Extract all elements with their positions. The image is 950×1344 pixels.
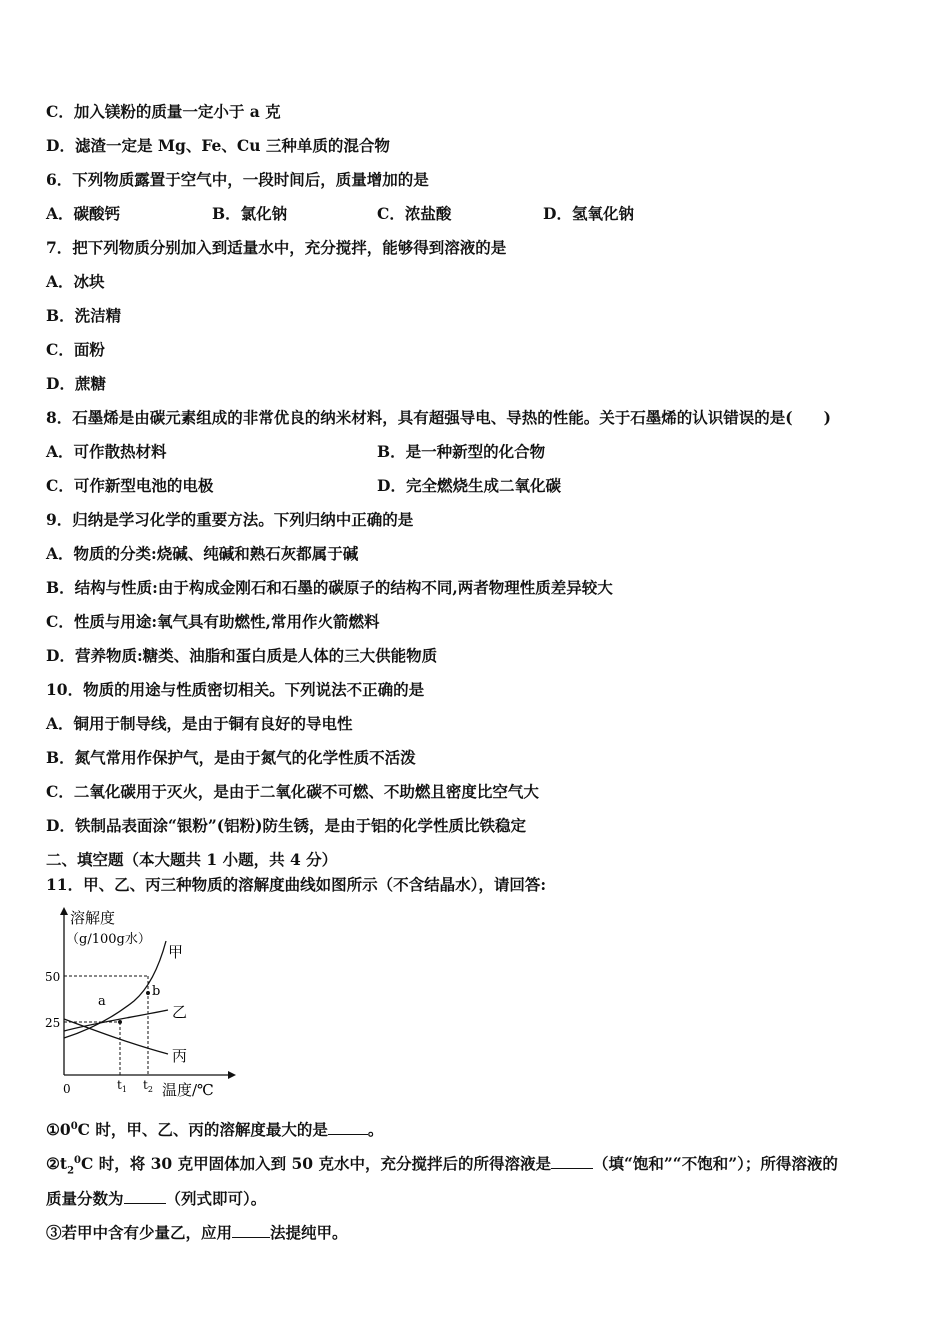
ylabel-line2: （g/100g水） [66, 932, 151, 947]
series-label-yi: 乙 [172, 1003, 188, 1021]
q9-stem: 9．归纳是学习化学的重要方法。下列归纳中正确的是 [46, 510, 414, 529]
curve-bing [64, 1019, 168, 1054]
solubility-chart [44, 905, 244, 1100]
q8-option-a: A．可作散热材料 [46, 442, 167, 461]
q10-option-b: B．氮气常用作保护气，是由于氮气的化学性质不活泼 [46, 748, 416, 767]
point-label-a: a [98, 994, 106, 1009]
q10-option-d: D．铁制品表面涂“银粉”(铝粉)防生锈，是由于铝的化学性质比铁稳定 [46, 816, 526, 835]
q8-option-b: B．是一种新型的化合物 [377, 442, 546, 461]
series-label-bing: 丙 [172, 1047, 188, 1065]
q7-stem: 7．把下列物质分别加入到适量水中，充分搅拌，能够得到溶液的是 [46, 238, 507, 257]
xtick-t1: $t_1$ [117, 1078, 127, 1094]
q11-stem: 11．甲、乙、丙三种物质的溶解度曲线如图所示（不含结晶水），请回答: [46, 875, 547, 894]
curve-jia [64, 941, 166, 1038]
xtick-t2: $t_2$ [143, 1078, 153, 1094]
x-axis-arrow [228, 1071, 236, 1079]
q6-stem: 6．下列物质露置于空气中，一段时间后，质量增加的是 [46, 170, 429, 189]
q11-part1: $①0^0C$ 时，甲、乙、丙的溶解度最大的是 。 [46, 1120, 384, 1140]
q7-option-c: C．面粉 [46, 340, 105, 359]
q9-option-d: D．营养物质:糖类、油脂和蛋白质是人体的三大供能物质 [46, 646, 438, 665]
answer-blank-2[interactable] [551, 1154, 593, 1169]
q5-option-c: C．加入镁粉的质量一定小于 a 克 [46, 102, 281, 121]
q8-option-d: D．完全燃烧生成二氧化碳 [377, 476, 561, 495]
q7-option-b: B．洗洁精 [46, 306, 122, 325]
q11-part2-cont: 质量分数为 （列式即可）。 [46, 1189, 267, 1208]
xlabel: 温度/℃ [162, 1081, 214, 1099]
q9-option-b: B．结构与性质:由于构成金刚石和石墨的碳原子的结构不同,两者物理性质差异较大 [46, 578, 613, 597]
q10-option-c: C．二氧化碳用于灭火，是由于二氧化碳不可燃、不助燃且密度比空气大 [46, 782, 539, 801]
q7-option-a: A．冰块 [46, 272, 105, 291]
q6-option-a: A．碳酸钙 [46, 204, 121, 223]
section-heading: 二、填空题（本大题共 1 小题，共 4 分） [46, 850, 338, 869]
ylabel-line1: 溶解度 [70, 909, 116, 927]
answer-blank-4[interactable] [232, 1223, 270, 1238]
answer-blank-3[interactable] [124, 1189, 166, 1204]
point-a [118, 1020, 122, 1024]
q11-part2: $②t_2^0C$ 时，将 30 克甲固体加入到 50 克水中，充分搅拌后的所得溶液是 （填“饱和”“不饱和”）；所得溶液的 [46, 1154, 838, 1177]
ytick-25: 25 [45, 1016, 61, 1030]
ytick-50: 50 [45, 970, 61, 984]
q7-option-d: D．蔗糖 [46, 374, 106, 393]
q6-option-c: C．浓盐酸 [377, 204, 452, 223]
q6-option-d: D．氢氧化钠 [543, 204, 634, 223]
series-label-jia: 甲 [168, 943, 184, 961]
point-label-b: b [152, 984, 161, 999]
point-b [146, 991, 150, 995]
y-axis-arrow [60, 907, 68, 915]
q11-part3: ③若甲中含有少量乙，应用 法提纯甲。 [46, 1223, 348, 1242]
q6-option-b: B．氯化钠 [212, 204, 288, 223]
origin-label: 0 [63, 1082, 71, 1096]
q10-stem: 10．物质的用途与性质密切相关。下列说法不正确的是 [46, 680, 425, 699]
q8-stem: 8．石墨烯是由碳元素组成的非常优良的纳米材料，具有超强导电、导热的性能。关于石墨烯的认识错误的是( ) [46, 408, 831, 427]
q9-option-a: A．物质的分类:烧碱、纯碱和熟石灰都属于碱 [46, 544, 359, 563]
q8-option-c: C．可作新型电池的电极 [46, 476, 214, 495]
answer-blank-1[interactable] [328, 1120, 368, 1135]
q5-option-d: D．滤渣一定是 Mg、Fe、Cu 三种单质的混合物 [46, 136, 390, 155]
q9-option-c: C．性质与用途:氧气具有助燃性,常用作火箭燃料 [46, 612, 380, 631]
q10-option-a: A．铜用于制导线，是由于铜有良好的导电性 [46, 714, 353, 733]
